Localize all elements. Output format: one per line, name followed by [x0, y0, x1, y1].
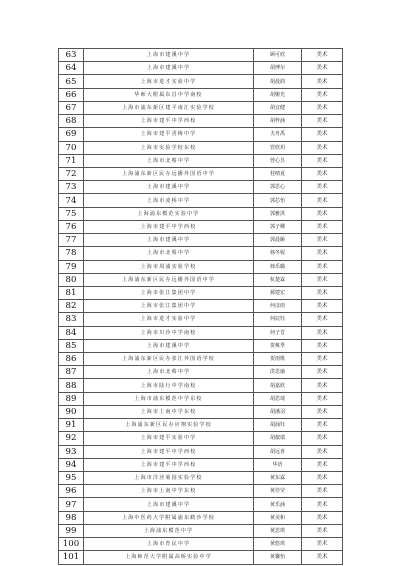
school-name-cell: 上海市建溪中学	[84, 181, 254, 194]
subject-cell: 美术	[302, 88, 343, 101]
subject-cell: 美术	[302, 115, 343, 128]
row-number-cell: 85	[59, 339, 84, 352]
row-number-cell: 90	[59, 405, 84, 418]
row-number-cell: 66	[59, 88, 84, 101]
subject-cell: 美术	[302, 260, 343, 273]
student-name-cell: 管欣玥	[254, 141, 302, 154]
student-name-cell: 郭晨颐	[254, 234, 302, 247]
school-name-cell: 上海市建平实验中学	[84, 432, 254, 445]
row-number-cell: 71	[59, 154, 84, 167]
table-row	[59, 472, 343, 485]
row-number-cell: 67	[59, 101, 84, 114]
row-number-cell: 70	[59, 141, 84, 154]
subject-cell: 美术	[302, 432, 343, 445]
row-number-cell: 83	[59, 313, 84, 326]
school-name-cell: 上海市浦东新区建平南汇实验学校	[84, 101, 254, 114]
table-row	[59, 260, 343, 273]
school-name-cell: 上海浦东新区民办应翔实验学校	[84, 419, 254, 432]
row-number-cell: 80	[59, 273, 84, 286]
student-name-cell: 郭芯怡	[254, 194, 302, 207]
table-row	[59, 511, 343, 524]
table-row	[59, 194, 343, 207]
subject-cell: 美术	[302, 339, 343, 352]
roster-table	[58, 48, 343, 565]
subject-cell: 美术	[302, 551, 343, 564]
student-name-cell: 黄美和	[254, 511, 302, 524]
table-row	[59, 485, 343, 498]
subject-cell: 美术	[302, 485, 343, 498]
subject-cell: 美术	[302, 49, 343, 62]
student-name-cell: 郭雅淇	[254, 207, 302, 220]
table-row	[59, 167, 343, 180]
school-name-cell: 上海市建平中学西校	[84, 115, 254, 128]
student-name-cell: 胡思琦	[254, 392, 302, 405]
subject-cell: 美术	[302, 101, 343, 114]
table-row	[59, 419, 343, 432]
student-name-cell: 胡博尔	[254, 62, 302, 75]
student-name-cell: 夫舟禹	[254, 128, 302, 141]
school-name-cell: 上海中医药大学附属浦东鹤沙学校	[84, 511, 254, 524]
subject-cell: 美术	[302, 128, 343, 141]
student-name-cell: 贺桃季	[254, 339, 302, 352]
table-row	[59, 432, 343, 445]
table-row	[59, 300, 343, 313]
table-row	[59, 379, 343, 392]
row-number-cell: 78	[59, 247, 84, 260]
table-row	[59, 88, 343, 101]
student-name-cell: 胡涌钰	[254, 419, 302, 432]
subject-cell: 美术	[302, 392, 343, 405]
student-name-cell: 黄佳莹	[254, 485, 302, 498]
row-number-cell: 84	[59, 326, 84, 339]
student-name-cell: 杭楚霖	[254, 273, 302, 286]
school-name-cell: 上海市洋泾菊园实验学校	[84, 472, 254, 485]
student-name-cell: 韩冬妮	[254, 247, 302, 260]
student-name-cell: 华语	[254, 458, 302, 471]
subject-cell: 美术	[302, 379, 343, 392]
school-name-cell: 上海市建平香梅中学	[84, 128, 254, 141]
row-number-cell: 87	[59, 366, 84, 379]
school-name-cell: 华师大附属东昌中学南校	[84, 88, 254, 101]
subject-cell: 美术	[302, 141, 343, 154]
row-number-cell: 81	[59, 286, 84, 299]
table-row	[59, 273, 343, 286]
table-row	[59, 207, 343, 220]
school-name-cell: 上海市建溪中学	[84, 62, 254, 75]
table-row	[59, 538, 343, 551]
table-row	[59, 220, 343, 233]
student-name-cell: 胡嘉欣	[254, 379, 302, 392]
subject-cell: 美术	[302, 524, 343, 537]
table-row	[59, 551, 343, 564]
subject-cell: 美术	[302, 326, 343, 339]
table-row	[59, 247, 343, 260]
subject-cell: 美术	[302, 181, 343, 194]
student-name-cell: 胡姬光	[254, 88, 302, 101]
row-number-cell: 77	[59, 234, 84, 247]
row-number-cell: 94	[59, 458, 84, 471]
student-name-cell: 胡梓涵	[254, 115, 302, 128]
subject-cell: 美术	[302, 234, 343, 247]
row-number-cell: 63	[59, 49, 84, 62]
table-row	[59, 445, 343, 458]
row-number-cell: 100	[59, 538, 84, 551]
row-number-cell: 101	[59, 551, 84, 564]
student-name-cell: 何子晋	[254, 326, 302, 339]
school-name-cell: 上海市川沙中学南校	[84, 326, 254, 339]
subject-cell: 美术	[302, 75, 343, 88]
subject-cell: 美术	[302, 273, 343, 286]
subject-cell: 美术	[302, 194, 343, 207]
row-number-cell: 86	[59, 353, 84, 366]
school-name-cell: 上海市建平中学西校	[84, 445, 254, 458]
school-name-cell: 上海浦东模范实验中学	[84, 207, 254, 220]
row-number-cell: 99	[59, 524, 84, 537]
table-row	[59, 498, 343, 511]
row-number-cell: 79	[59, 260, 84, 273]
table-row	[59, 286, 343, 299]
student-name-cell: 贺雨歌	[254, 353, 302, 366]
row-number-cell: 95	[59, 472, 84, 485]
subject-cell: 美术	[302, 419, 343, 432]
row-number-cell: 91	[59, 419, 84, 432]
table-row	[59, 115, 343, 128]
school-name-cell: 上海市实验学校东校	[84, 141, 254, 154]
school-name-cell: 上海浦东新区民办张江外国语学校	[84, 353, 254, 366]
school-name-cell: 上海市建溪中学	[84, 234, 254, 247]
school-name-cell: 上海市建平中学西校	[84, 220, 254, 233]
subject-cell: 美术	[302, 286, 343, 299]
table-row	[59, 524, 343, 537]
student-name-cell: 胡叡瑞	[254, 432, 302, 445]
table-row	[59, 128, 343, 141]
row-number-cell: 65	[59, 75, 84, 88]
student-name-cell: 郭子卿	[254, 220, 302, 233]
student-name-cell: 韩乐璐	[254, 260, 302, 273]
school-name-cell: 上海浦东新区民办远播外国语中学	[84, 167, 254, 180]
school-name-cell: 上海浦东模范中学	[84, 524, 254, 537]
student-name-cell: 何辰钰	[254, 313, 302, 326]
row-number-cell: 69	[59, 128, 84, 141]
school-name-cell: 上海市建平中学西校	[84, 458, 254, 471]
school-name-cell: 上海市上南中学东校	[84, 485, 254, 498]
subject-cell: 美术	[302, 472, 343, 485]
school-name-cell: 上海浦东新区民办远播外国语中学	[84, 273, 254, 286]
student-name-cell: 胡宜健	[254, 101, 302, 114]
row-number-cell: 97	[59, 498, 84, 511]
student-name-cell: 胡潘羽	[254, 405, 302, 418]
row-number-cell: 89	[59, 392, 84, 405]
school-name-cell: 上海师范大学附属高桥实验中学	[84, 551, 254, 564]
table-row	[59, 49, 343, 62]
table-row	[59, 101, 343, 114]
student-name-cell: 桂晴夏	[254, 167, 302, 180]
subject-cell: 美术	[302, 405, 343, 418]
row-number-cell: 72	[59, 167, 84, 180]
student-name-cell: 郝建宏	[254, 286, 302, 299]
subject-cell: 美术	[302, 300, 343, 313]
subject-cell: 美术	[302, 458, 343, 471]
row-number-cell: 82	[59, 300, 84, 313]
school-name-cell: 上海市张江集团中学	[84, 300, 254, 313]
table-row	[59, 154, 343, 167]
subject-cell: 美术	[302, 220, 343, 233]
table-row	[59, 62, 343, 75]
table-row	[59, 353, 343, 366]
school-name-cell: 上海市北蔡中学	[84, 247, 254, 260]
row-number-cell: 93	[59, 445, 84, 458]
school-name-cell: 上海市建溪中学	[84, 49, 254, 62]
subject-cell: 美术	[302, 445, 343, 458]
subject-cell: 美术	[302, 154, 343, 167]
row-number-cell: 98	[59, 511, 84, 524]
row-number-cell: 74	[59, 194, 84, 207]
table-row	[59, 313, 343, 326]
subject-cell: 美术	[302, 366, 343, 379]
subject-cell: 美术	[302, 511, 343, 524]
table-row	[59, 234, 343, 247]
school-name-cell: 上海市浦东模范中学东校	[84, 392, 254, 405]
school-name-cell: 上海市育民中学	[84, 538, 254, 551]
student-name-cell: 胡晨润	[254, 75, 302, 88]
student-name-cell: 何彦雨	[254, 300, 302, 313]
school-name-cell: 上海市建溪中学	[84, 498, 254, 511]
row-number-cell: 88	[59, 379, 84, 392]
school-name-cell: 上海市建溪中学	[84, 339, 254, 352]
student-name-cell: 黄思琪	[254, 524, 302, 537]
school-name-cell: 上海市张江集团中学	[84, 286, 254, 299]
school-name-cell: 上海市陆行中学南校	[84, 379, 254, 392]
student-name-cell: 黄馨怡	[254, 551, 302, 564]
student-name-cell: 顾可欣	[254, 49, 302, 62]
row-number-cell: 68	[59, 115, 84, 128]
student-name-cell: 洪思瑜	[254, 366, 302, 379]
row-number-cell: 92	[59, 432, 84, 445]
subject-cell: 美术	[302, 353, 343, 366]
row-number-cell: 96	[59, 485, 84, 498]
table-row	[59, 366, 343, 379]
school-name-cell: 上海市进才实验中学	[84, 313, 254, 326]
table-row	[59, 326, 343, 339]
subject-cell: 美术	[302, 167, 343, 180]
school-name-cell: 上海市凌桥中学	[84, 194, 254, 207]
subject-cell: 美术	[302, 313, 343, 326]
table-row	[59, 339, 343, 352]
roster-table-body	[59, 49, 343, 565]
row-number-cell: 76	[59, 220, 84, 233]
student-name-cell: 曾心昱	[254, 154, 302, 167]
subject-cell: 美术	[302, 498, 343, 511]
student-name-cell: 黄悠琪	[254, 538, 302, 551]
student-name-cell: 黄东霖	[254, 472, 302, 485]
row-number-cell: 64	[59, 62, 84, 75]
table-row	[59, 392, 343, 405]
row-number-cell: 75	[59, 207, 84, 220]
school-name-cell: 上海市周浦实验学校	[84, 260, 254, 273]
table-row	[59, 181, 343, 194]
row-number-cell: 73	[59, 181, 84, 194]
table-row	[59, 405, 343, 418]
school-name-cell: 上海市北蔡中学	[84, 154, 254, 167]
student-name-cell: 郭思心	[254, 181, 302, 194]
subject-cell: 美术	[302, 247, 343, 260]
table-row	[59, 141, 343, 154]
student-name-cell: 胡远喜	[254, 445, 302, 458]
school-name-cell: 上海市上南中学东校	[84, 405, 254, 418]
student-name-cell: 黄乐涵	[254, 498, 302, 511]
subject-cell: 美术	[302, 207, 343, 220]
table-row	[59, 458, 343, 471]
school-name-cell: 上海市进才实验中学	[84, 75, 254, 88]
subject-cell: 美术	[302, 62, 343, 75]
subject-cell: 美术	[302, 538, 343, 551]
table-row	[59, 75, 343, 88]
school-name-cell: 上海市北蔡中学	[84, 366, 254, 379]
